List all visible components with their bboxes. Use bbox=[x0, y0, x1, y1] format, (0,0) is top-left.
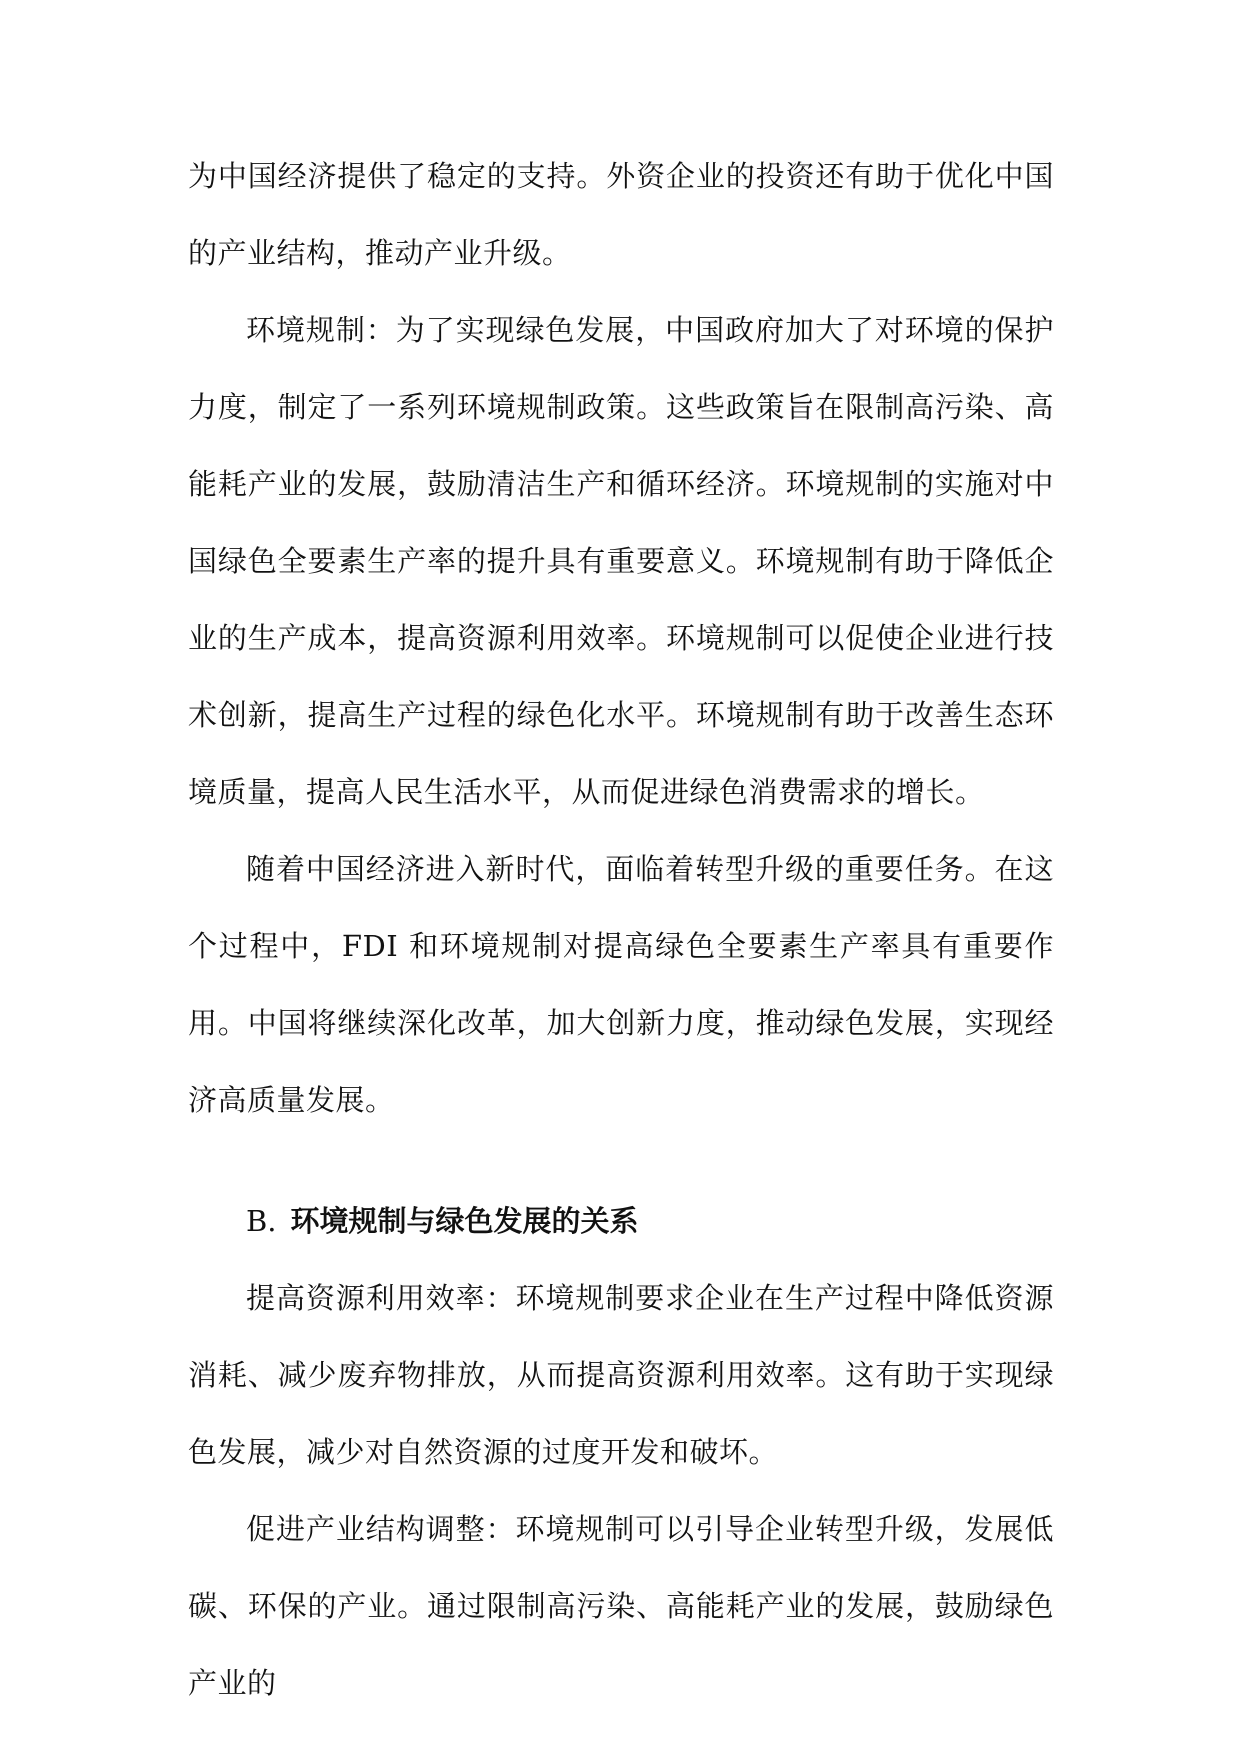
paragraph-resource-efficiency: 提高资源利用效率：环境规制要求企业在生产过程中降低资源消耗、减少废弃物排放，从而提高资源利用效率。这有助于实现绿色发展，减少对自然资源的过度开发和破坏。 bbox=[188, 1281, 1054, 1469]
paragraph-industrial-structure: 促进产业结构调整：环境规制可以引导企业转型升级，发展低碳、环保的产业。通过限制高污染、高能耗产业的发展，鼓励绿色产业的 bbox=[188, 1512, 1054, 1700]
section-number: B. bbox=[246, 1204, 277, 1238]
paragraph-new-era: 随着中国经济进入新时代，面临着转型升级的重要任务。在这个过程中，FDI 和环境规制对提高绿色全要素生产率具有重要作用。中国将继续深化改革，加大创新力度，推动绿色发展，实现经济高质量发展。 bbox=[188, 852, 1054, 1117]
section-heading bbox=[188, 1183, 1054, 1260]
paragraph-continuation: 为中国经济提供了稳定的支持。外资企业的投资还有助于优化中国的产业结构，推动产业升级。 bbox=[188, 159, 1054, 270]
paragraph-environmental-regulation: 环境规制：为了实现绿色发展，中国政府加大了对环境的保护力度，制定了一系列环境规制政策。这些政策旨在限制高污染、高能耗产业的发展，鼓励清洁生产和循环经济。环境规制的实施对中国绿色全要素生产率的提升具有重要意义。环境规制有助于降低企业的生产成本，提高资源利用效率。环境规制可以促使企业进行技术创新，提高生产过程的绿色化水平。环境规制有助于改善生态环境质量，提高人民生活水平，从而促进绿色消费需求的增长。 bbox=[188, 313, 1054, 809]
document-body bbox=[188, 138, 1054, 1722]
section-title: 环境规制与绿色发展的关系 bbox=[290, 1204, 639, 1238]
